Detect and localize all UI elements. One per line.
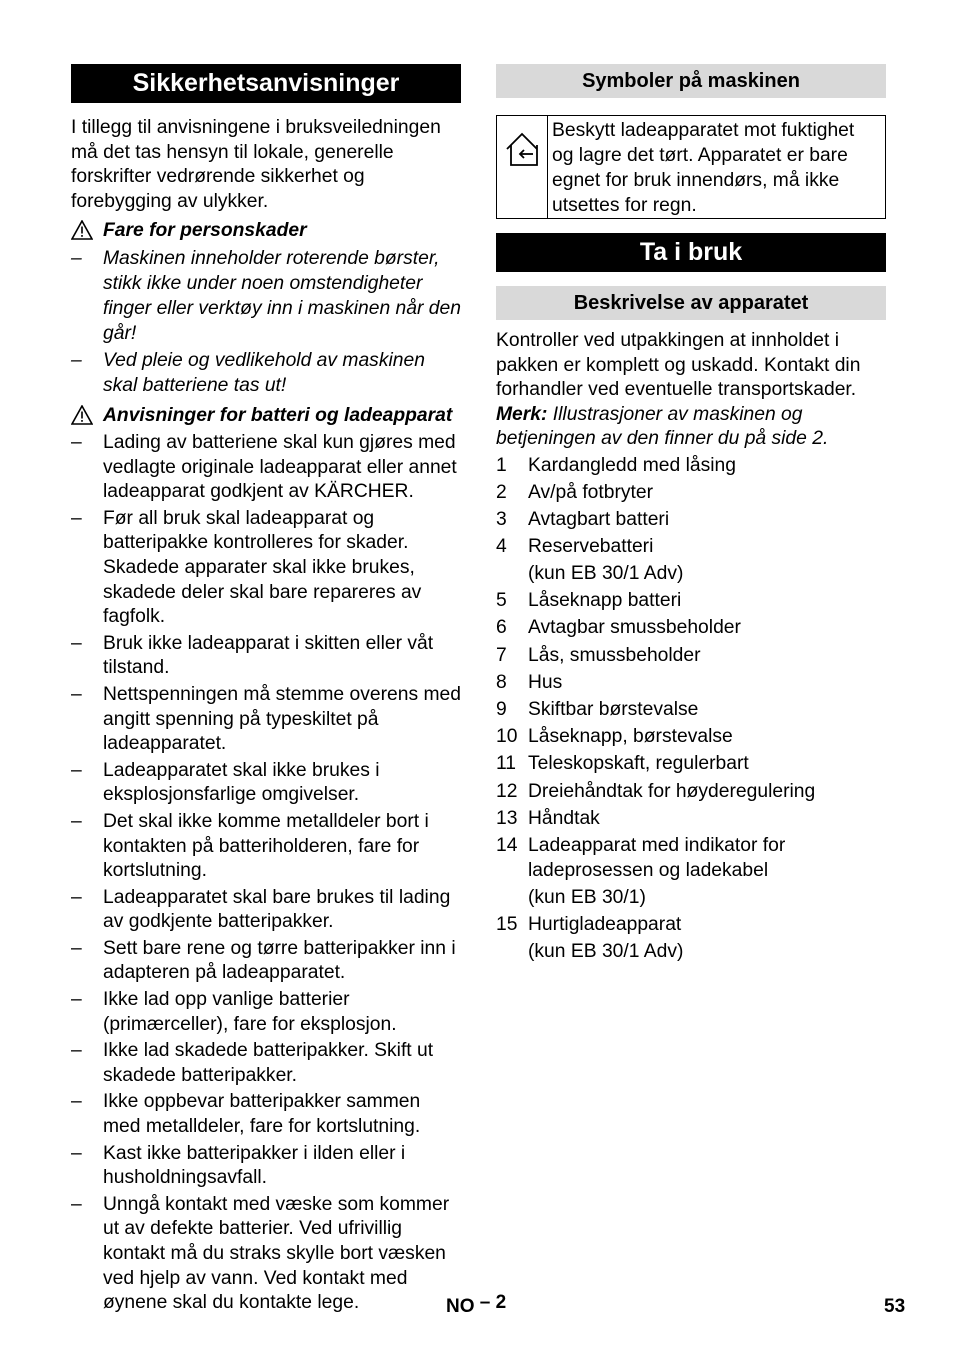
footer-lang: NO: [446, 1296, 475, 1317]
warning-title: Fare for personskader: [103, 220, 307, 241]
part-number: 14: [496, 834, 518, 856]
part-number: 1: [496, 454, 507, 476]
list-item: [71, 431, 461, 505]
part-label: Skiftbar børstevalse: [528, 699, 699, 720]
list-item: [71, 1090, 461, 1139]
part-sub-label: (kun EB 30/1 Adv): [528, 563, 684, 585]
dash-bullet: –: [71, 937, 82, 959]
dash-bullet: –: [71, 759, 82, 781]
part-number: 10: [496, 726, 518, 748]
list-item: [71, 937, 461, 986]
list-item-text: Lading av batteriene skal kun gjøres med vedlagte originale ladeapparat eller annet ladeapparat godkjent av KÄRCHER.: [103, 432, 457, 503]
warning-list-battery: [71, 431, 461, 1316]
sub-heading-description: Beskrivelse av apparatet: [496, 286, 886, 320]
list-item-text: Bruk ikke ladeapparat i skitten eller våt tilstand.: [103, 632, 434, 679]
part-number: 13: [496, 807, 518, 829]
part-label: Ladeapparat med indikator for ladeprosessen og ladekabel: [528, 834, 786, 881]
footer-language-page: [446, 1292, 507, 1318]
list-item: [71, 632, 461, 681]
part-label: Kardangledd med låsing: [528, 454, 736, 476]
list-item: [71, 683, 461, 757]
symbol-cell: [497, 116, 548, 218]
list-item-text: Det skal ikke komme metalldeler bort i kontakten på batteriholderen, fare for kortslutning.: [103, 810, 429, 882]
part-item: [496, 779, 886, 804]
part-number: 8: [496, 671, 507, 693]
part-item: [496, 724, 886, 749]
list-item-text: Sett bare rene og tørre batteripakker inn i adapteren på ladeapparatet.: [103, 937, 456, 984]
list-item-text: Ladeapparatet skal ikke brukes i eksplosjonsfarlige omgivelser.: [103, 759, 380, 806]
list-item: [71, 1039, 461, 1088]
warning-battery-charger: [71, 404, 461, 428]
section-heading-start: Ta i bruk: [496, 233, 886, 272]
warning-title: Anvisninger for batteri og ladeapparat: [103, 405, 453, 426]
part-label: Låseknapp, børstevalse: [528, 726, 733, 748]
part-label: Håndtak: [528, 807, 600, 829]
part-number: 15: [496, 914, 518, 936]
dash-bullet: –: [71, 1142, 82, 1164]
part-label: Avtagbart batteri: [528, 508, 670, 530]
part-item: [496, 534, 886, 586]
parts-list: [496, 453, 886, 965]
dash-bullet: –: [71, 1091, 82, 1113]
symbol-description: Beskytt ladeapparatet mot fuktighet og lagre det tørt. Apparatet er bare egnet for bruk innendørs, må ikke utsettes for regn.: [552, 120, 855, 216]
part-number: 5: [496, 590, 507, 612]
part-number: 4: [496, 536, 507, 558]
part-item: [496, 751, 886, 776]
part-item: [496, 697, 886, 722]
left-column: [71, 64, 461, 1318]
part-number: 9: [496, 699, 507, 720]
note-label: Merk:: [496, 403, 548, 425]
list-item: [71, 348, 461, 398]
part-number: 2: [496, 481, 507, 503]
list-item: [71, 1142, 461, 1191]
list-item-text: Ladeapparatet skal bare brukes til lading av godkjente batteripakker.: [103, 886, 451, 933]
dash-bullet: –: [71, 1193, 82, 1215]
list-item: [71, 810, 461, 884]
warning-triangle-icon: [71, 220, 93, 240]
warning-triangle-icon: [71, 405, 93, 425]
part-label: Dreiehåndtak for høyderegulering: [528, 780, 816, 802]
description-note: [496, 403, 886, 452]
section-heading-safety: Sikkerhetsanvisninger: [71, 64, 461, 103]
list-item-text: Kast ikke batteripakker i ilden eller i husholdningsavfall.: [103, 1142, 406, 1189]
dash-bullet: –: [71, 632, 82, 654]
page-number: 53: [884, 1296, 906, 1317]
part-item: [496, 806, 886, 831]
list-item-text: Ikke lad opp vanlige batterier (primærceller), fare for eksplosjon.: [103, 989, 397, 1035]
footer-sub-page: 2: [495, 1292, 507, 1313]
part-label: Lås, smussbeholder: [528, 644, 701, 666]
list-item-text: Maskinen inneholder roterende børster, stikk ikke under noen omstendigheter finger eller verktøy inn i maskinen når den går!: [103, 248, 461, 344]
part-item: [496, 643, 886, 668]
list-item-text: Unngå kontakt med væske som kommer ut av defekte batterier. Ved ufrivillig kontakt må du straks skylle bort væsken ved hjelp av vann. Ved kontakt med øynene skal du kontakte lege.: [103, 1193, 450, 1314]
house-indoor-icon: [503, 130, 541, 168]
description-intro: Kontroller ved utpakkingen at innholdet i pakken er komplett og uskadd. Kontakt din forhandler ved eventuelle transportskader.: [496, 330, 861, 400]
part-label: Avtagbar smussbeholder: [528, 617, 741, 639]
list-item: [71, 246, 461, 346]
part-item: [496, 670, 886, 695]
list-item-text: Nettspenningen må stemme overens med angitt spenning på typeskiltet på ladeapparatet.: [103, 683, 461, 755]
part-label: Teleskopskaft, regulerbart: [528, 753, 749, 775]
part-sub-label: (kun EB 30/1): [528, 886, 646, 908]
footer-sep: –: [479, 1292, 491, 1313]
part-label: Hurtigladeapparat: [528, 914, 682, 936]
part-item: [496, 588, 886, 613]
part-label: Reservebatteri: [528, 536, 654, 558]
part-number: 12: [496, 780, 518, 802]
part-item: [496, 507, 886, 532]
dash-bullet: –: [71, 432, 82, 453]
dash-bullet: –: [71, 248, 82, 269]
list-item-text: Ikke oppbevar batteripakker sammen med metalldeler, fare for kortslutning.: [103, 1091, 421, 1138]
dash-bullet: –: [71, 886, 82, 908]
warning-personal-injury: [71, 219, 461, 243]
symbol-table: [496, 115, 886, 219]
part-label: Hus: [528, 671, 563, 693]
part-number: 3: [496, 508, 507, 530]
part-item: [496, 912, 886, 964]
list-item-text: Ved pleie og vedlikehold av maskinen skal batteriene tas ut!: [103, 350, 425, 396]
note-text: Illustrasjoner av maskinen og betjeningen av den finner du på side 2.: [496, 403, 829, 449]
list-item: [71, 1193, 461, 1316]
right-column: [496, 64, 886, 966]
list-item-text: Ikke lad skadede batteripakker. Skift ut skadede batteripakker.: [103, 1040, 434, 1086]
section-heading-symbols: Symboler på maskinen: [496, 64, 886, 98]
dash-bullet: –: [71, 350, 82, 371]
part-label: Låseknapp batteri: [528, 590, 682, 612]
list-item: [71, 759, 461, 808]
dash-bullet: –: [71, 507, 82, 529]
part-sub-label: (kun EB 30/1 Adv): [528, 941, 684, 963]
safety-intro: I tillegg til anvisningene i bruksveiledningen må det tas hensyn til lokale, generelle forskrifter vedrørende sikkerhet og forebygging av ulykker.: [71, 117, 441, 212]
part-item: [496, 615, 886, 640]
part-item: [496, 453, 886, 478]
part-number: 6: [496, 617, 507, 639]
part-number: 11: [496, 753, 517, 775]
dash-bullet: –: [71, 810, 82, 832]
list-item: [71, 988, 461, 1037]
dash-bullet: –: [71, 683, 82, 705]
dash-bullet: –: [71, 989, 82, 1011]
part-label: Av/på fotbryter: [528, 481, 654, 503]
part-item: [496, 480, 886, 505]
dash-bullet: –: [71, 1040, 82, 1062]
part-item: [496, 833, 886, 910]
list-item: [71, 507, 461, 630]
part-number: 7: [496, 644, 507, 666]
list-item: [71, 886, 461, 935]
list-item-text: Før all bruk skal ladeapparat og batteripakke kontrolleres for skader. Skadede apparater skal ikke brukes, skadede deler skal bare repareres av fagfolk.: [103, 507, 422, 628]
warning-list-personal-injury: [71, 246, 461, 398]
